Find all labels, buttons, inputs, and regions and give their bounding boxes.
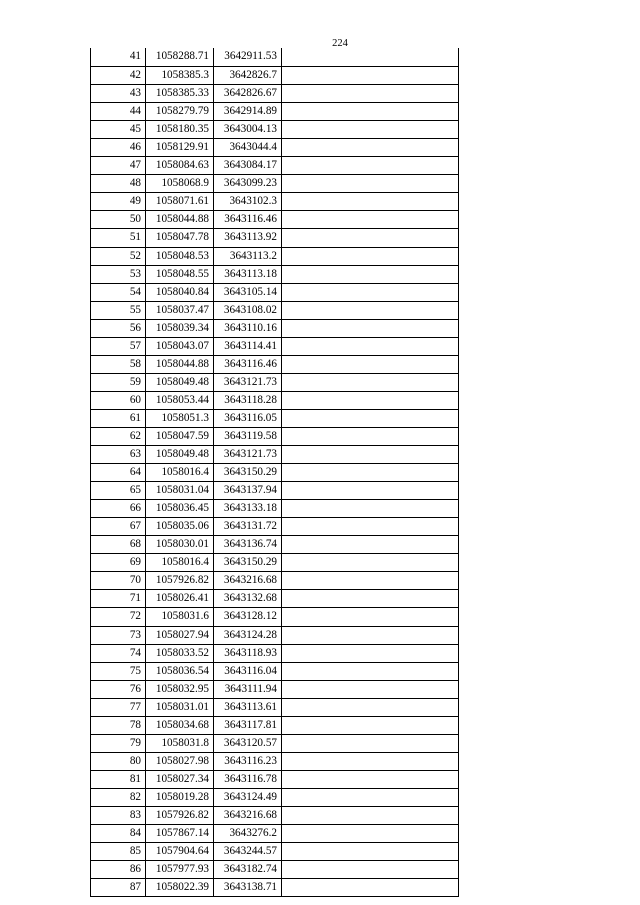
point-number-cell: 75 bbox=[91, 663, 146, 680]
point-number-cell: 55 bbox=[91, 302, 146, 319]
y-coordinate-cell: 3643116.05 bbox=[214, 410, 282, 427]
table-row bbox=[91, 535, 458, 553]
x-coordinate-cell: 1058048.53 bbox=[146, 248, 214, 265]
y-coordinate-cell: 3643124.49 bbox=[214, 789, 282, 806]
point-number-cell: 82 bbox=[91, 789, 146, 806]
table-row bbox=[91, 680, 458, 698]
x-coordinate-cell: 1058035.06 bbox=[146, 518, 214, 535]
empty-cell bbox=[282, 67, 458, 84]
table-row bbox=[91, 228, 458, 246]
y-coordinate-cell: 3643116.46 bbox=[214, 211, 282, 228]
empty-cell bbox=[282, 338, 458, 355]
point-number-cell: 59 bbox=[91, 374, 146, 391]
y-coordinate-cell: 3643137.94 bbox=[214, 482, 282, 499]
empty-cell bbox=[282, 861, 458, 878]
empty-cell bbox=[282, 103, 458, 120]
table-row bbox=[91, 752, 458, 770]
x-coordinate-cell: 1058084.63 bbox=[146, 157, 214, 174]
x-coordinate-cell: 1058031.04 bbox=[146, 482, 214, 499]
x-coordinate-cell: 1058071.61 bbox=[146, 193, 214, 210]
empty-cell bbox=[282, 518, 458, 535]
x-coordinate-cell: 1058019.28 bbox=[146, 789, 214, 806]
point-number-cell: 58 bbox=[91, 356, 146, 373]
x-coordinate-cell: 1058048.55 bbox=[146, 266, 214, 283]
empty-cell bbox=[282, 356, 458, 373]
point-number-cell: 51 bbox=[91, 229, 146, 246]
empty-cell bbox=[282, 753, 458, 770]
table-row bbox=[91, 878, 458, 896]
point-number-cell: 83 bbox=[91, 807, 146, 824]
table-row bbox=[91, 156, 458, 174]
empty-cell bbox=[282, 645, 458, 662]
y-coordinate-cell: 3643118.93 bbox=[214, 645, 282, 662]
table-row bbox=[91, 120, 458, 138]
x-coordinate-cell: 1058037.47 bbox=[146, 302, 214, 319]
table-row bbox=[91, 716, 458, 734]
x-coordinate-cell: 1058049.48 bbox=[146, 446, 214, 463]
y-coordinate-cell: 3642914.89 bbox=[214, 103, 282, 120]
x-coordinate-cell: 1058047.78 bbox=[146, 229, 214, 246]
point-number-cell: 68 bbox=[91, 536, 146, 553]
x-coordinate-cell: 1058036.54 bbox=[146, 663, 214, 680]
empty-cell bbox=[282, 807, 458, 824]
y-coordinate-cell: 3643113.2 bbox=[214, 248, 282, 265]
point-number-cell: 47 bbox=[91, 157, 146, 174]
x-coordinate-cell: 1058027.94 bbox=[146, 627, 214, 644]
point-number-cell: 62 bbox=[91, 428, 146, 445]
y-coordinate-cell: 3643117.81 bbox=[214, 717, 282, 734]
point-number-cell: 41 bbox=[91, 48, 146, 66]
empty-cell bbox=[282, 320, 458, 337]
point-number-cell: 78 bbox=[91, 717, 146, 734]
empty-cell bbox=[282, 590, 458, 607]
table-row bbox=[91, 138, 458, 156]
table-row bbox=[91, 463, 458, 481]
point-number-cell: 57 bbox=[91, 338, 146, 355]
y-coordinate-cell: 3643116.78 bbox=[214, 771, 282, 788]
point-number-cell: 73 bbox=[91, 627, 146, 644]
table-row bbox=[91, 770, 458, 788]
y-coordinate-cell: 3643124.28 bbox=[214, 627, 282, 644]
table-row bbox=[91, 192, 458, 210]
table-row bbox=[91, 210, 458, 228]
empty-cell bbox=[282, 717, 458, 734]
x-coordinate-cell: 1057926.82 bbox=[146, 807, 214, 824]
empty-cell bbox=[282, 663, 458, 680]
empty-cell bbox=[282, 157, 458, 174]
y-coordinate-cell: 3643128.12 bbox=[214, 608, 282, 625]
table-row bbox=[91, 337, 458, 355]
point-number-cell: 53 bbox=[91, 266, 146, 283]
point-number-cell: 61 bbox=[91, 410, 146, 427]
empty-cell bbox=[282, 48, 458, 66]
table-row bbox=[91, 373, 458, 391]
empty-cell bbox=[282, 735, 458, 752]
table-row bbox=[91, 102, 458, 120]
table-row bbox=[91, 662, 458, 680]
x-coordinate-cell: 1058016.4 bbox=[146, 464, 214, 481]
x-coordinate-cell: 1058022.39 bbox=[146, 879, 214, 896]
table-row bbox=[91, 247, 458, 265]
x-coordinate-cell: 1058033.52 bbox=[146, 645, 214, 662]
table-row bbox=[91, 481, 458, 499]
table-row bbox=[91, 265, 458, 283]
x-coordinate-cell: 1058385.33 bbox=[146, 85, 214, 102]
table-row bbox=[91, 409, 458, 427]
table-row bbox=[91, 174, 458, 192]
x-coordinate-cell: 1057977.93 bbox=[146, 861, 214, 878]
x-coordinate-cell: 1058031.6 bbox=[146, 608, 214, 625]
table-row bbox=[91, 301, 458, 319]
x-coordinate-cell: 1057926.82 bbox=[146, 572, 214, 589]
y-coordinate-cell: 3643099.23 bbox=[214, 175, 282, 192]
x-coordinate-cell: 1058180.35 bbox=[146, 121, 214, 138]
point-number-cell: 44 bbox=[91, 103, 146, 120]
empty-cell bbox=[282, 302, 458, 319]
point-number-cell: 81 bbox=[91, 771, 146, 788]
empty-cell bbox=[282, 193, 458, 210]
x-coordinate-cell: 1057904.64 bbox=[146, 843, 214, 860]
x-coordinate-cell: 1058044.88 bbox=[146, 356, 214, 373]
y-coordinate-cell: 3643113.18 bbox=[214, 266, 282, 283]
x-coordinate-cell: 1058027.98 bbox=[146, 753, 214, 770]
y-coordinate-cell: 3643150.29 bbox=[214, 554, 282, 571]
table-row bbox=[91, 571, 458, 589]
empty-cell bbox=[282, 211, 458, 228]
point-number-cell: 86 bbox=[91, 861, 146, 878]
empty-cell bbox=[282, 229, 458, 246]
x-coordinate-cell: 1058047.59 bbox=[146, 428, 214, 445]
point-number-cell: 70 bbox=[91, 572, 146, 589]
empty-cell bbox=[282, 139, 458, 156]
page-number: 224 bbox=[332, 38, 348, 49]
table-row bbox=[91, 589, 458, 607]
point-number-cell: 63 bbox=[91, 446, 146, 463]
point-number-cell: 56 bbox=[91, 320, 146, 337]
empty-cell bbox=[282, 627, 458, 644]
point-number-cell: 87 bbox=[91, 879, 146, 896]
table-row bbox=[91, 788, 458, 806]
y-coordinate-cell: 3643136.74 bbox=[214, 536, 282, 553]
y-coordinate-cell: 3643102.3 bbox=[214, 193, 282, 210]
point-number-cell: 79 bbox=[91, 735, 146, 752]
y-coordinate-cell: 3643113.61 bbox=[214, 699, 282, 716]
empty-cell bbox=[282, 410, 458, 427]
empty-cell bbox=[282, 266, 458, 283]
x-coordinate-cell: 1058032.95 bbox=[146, 681, 214, 698]
x-coordinate-cell: 1058031.01 bbox=[146, 699, 214, 716]
point-number-cell: 60 bbox=[91, 392, 146, 409]
point-number-cell: 69 bbox=[91, 554, 146, 571]
point-number-cell: 72 bbox=[91, 608, 146, 625]
x-coordinate-cell: 1058044.88 bbox=[146, 211, 214, 228]
point-number-cell: 65 bbox=[91, 482, 146, 499]
point-number-cell: 71 bbox=[91, 590, 146, 607]
y-coordinate-cell: 3643116.04 bbox=[214, 663, 282, 680]
y-coordinate-cell: 3643121.73 bbox=[214, 374, 282, 391]
point-number-cell: 76 bbox=[91, 681, 146, 698]
table-row bbox=[91, 517, 458, 535]
y-coordinate-cell: 3643119.58 bbox=[214, 428, 282, 445]
y-coordinate-cell: 3643120.57 bbox=[214, 735, 282, 752]
x-coordinate-cell: 1058279.79 bbox=[146, 103, 214, 120]
empty-cell bbox=[282, 284, 458, 301]
x-coordinate-cell: 1058026.41 bbox=[146, 590, 214, 607]
table-row bbox=[91, 553, 458, 571]
table-row bbox=[91, 445, 458, 463]
table-row bbox=[91, 806, 458, 824]
coordinate-table bbox=[90, 48, 459, 897]
y-coordinate-cell: 3643114.41 bbox=[214, 338, 282, 355]
table-row bbox=[91, 66, 458, 84]
x-coordinate-cell: 1058043.07 bbox=[146, 338, 214, 355]
empty-cell bbox=[282, 392, 458, 409]
x-coordinate-cell: 1058129.91 bbox=[146, 139, 214, 156]
empty-cell bbox=[282, 554, 458, 571]
x-coordinate-cell: 1058053.44 bbox=[146, 392, 214, 409]
point-number-cell: 54 bbox=[91, 284, 146, 301]
empty-cell bbox=[282, 464, 458, 481]
y-coordinate-cell: 3643105.14 bbox=[214, 284, 282, 301]
empty-cell bbox=[282, 608, 458, 625]
point-number-cell: 46 bbox=[91, 139, 146, 156]
point-number-cell: 77 bbox=[91, 699, 146, 716]
y-coordinate-cell: 3643131.72 bbox=[214, 518, 282, 535]
empty-cell bbox=[282, 825, 458, 842]
x-coordinate-cell: 1058051.3 bbox=[146, 410, 214, 427]
table-row bbox=[91, 626, 458, 644]
x-coordinate-cell: 1058049.48 bbox=[146, 374, 214, 391]
point-number-cell: 49 bbox=[91, 193, 146, 210]
table-row bbox=[91, 283, 458, 301]
y-coordinate-cell: 3643138.71 bbox=[214, 879, 282, 896]
empty-cell bbox=[282, 248, 458, 265]
empty-cell bbox=[282, 482, 458, 499]
point-number-cell: 84 bbox=[91, 825, 146, 842]
empty-cell bbox=[282, 771, 458, 788]
y-coordinate-cell: 3643116.46 bbox=[214, 356, 282, 373]
table-row bbox=[91, 607, 458, 625]
empty-cell bbox=[282, 374, 458, 391]
empty-cell bbox=[282, 500, 458, 517]
y-coordinate-cell: 3643084.17 bbox=[214, 157, 282, 174]
x-coordinate-cell: 1058030.01 bbox=[146, 536, 214, 553]
point-number-cell: 80 bbox=[91, 753, 146, 770]
table-row bbox=[91, 427, 458, 445]
table-row bbox=[91, 734, 458, 752]
empty-cell bbox=[282, 428, 458, 445]
table-row bbox=[91, 842, 458, 860]
y-coordinate-cell: 3643004.13 bbox=[214, 121, 282, 138]
y-coordinate-cell: 3643216.68 bbox=[214, 572, 282, 589]
point-number-cell: 85 bbox=[91, 843, 146, 860]
point-number-cell: 52 bbox=[91, 248, 146, 265]
empty-cell bbox=[282, 175, 458, 192]
x-coordinate-cell: 1058385.3 bbox=[146, 67, 214, 84]
y-coordinate-cell: 3642826.67 bbox=[214, 85, 282, 102]
point-number-cell: 48 bbox=[91, 175, 146, 192]
point-number-cell: 42 bbox=[91, 67, 146, 84]
x-coordinate-cell: 1058068.9 bbox=[146, 175, 214, 192]
y-coordinate-cell: 3643150.29 bbox=[214, 464, 282, 481]
y-coordinate-cell: 3643182.74 bbox=[214, 861, 282, 878]
y-coordinate-cell: 3643121.73 bbox=[214, 446, 282, 463]
x-coordinate-cell: 1058288.71 bbox=[146, 48, 214, 66]
empty-cell bbox=[282, 789, 458, 806]
empty-cell bbox=[282, 85, 458, 102]
table-row bbox=[91, 698, 458, 716]
point-number-cell: 64 bbox=[91, 464, 146, 481]
table-row bbox=[91, 355, 458, 373]
point-number-cell: 74 bbox=[91, 645, 146, 662]
y-coordinate-cell: 3643108.02 bbox=[214, 302, 282, 319]
y-coordinate-cell: 3642911.53 bbox=[214, 48, 282, 66]
y-coordinate-cell: 3643276.2 bbox=[214, 825, 282, 842]
point-number-cell: 50 bbox=[91, 211, 146, 228]
table-row bbox=[91, 824, 458, 842]
y-coordinate-cell: 3643044.4 bbox=[214, 139, 282, 156]
table-row bbox=[91, 860, 458, 878]
empty-cell bbox=[282, 681, 458, 698]
y-coordinate-cell: 3642826.7 bbox=[214, 67, 282, 84]
table-row bbox=[91, 84, 458, 102]
empty-cell bbox=[282, 536, 458, 553]
empty-cell bbox=[282, 699, 458, 716]
x-coordinate-cell: 1058036.45 bbox=[146, 500, 214, 517]
x-coordinate-cell: 1058027.34 bbox=[146, 771, 214, 788]
empty-cell bbox=[282, 843, 458, 860]
x-coordinate-cell: 1058039.34 bbox=[146, 320, 214, 337]
point-number-cell: 43 bbox=[91, 85, 146, 102]
table-row bbox=[91, 391, 458, 409]
y-coordinate-cell: 3643133.18 bbox=[214, 500, 282, 517]
x-coordinate-cell: 1058040.84 bbox=[146, 284, 214, 301]
point-number-cell: 66 bbox=[91, 500, 146, 517]
table-row bbox=[91, 319, 458, 337]
table-row bbox=[91, 499, 458, 517]
empty-cell bbox=[282, 446, 458, 463]
point-number-cell: 45 bbox=[91, 121, 146, 138]
y-coordinate-cell: 3643113.92 bbox=[214, 229, 282, 246]
y-coordinate-cell: 3643110.16 bbox=[214, 320, 282, 337]
x-coordinate-cell: 1058016.4 bbox=[146, 554, 214, 571]
x-coordinate-cell: 1058034.68 bbox=[146, 717, 214, 734]
y-coordinate-cell: 3643216.68 bbox=[214, 807, 282, 824]
table-row bbox=[91, 48, 458, 66]
y-coordinate-cell: 3643132.68 bbox=[214, 590, 282, 607]
empty-cell bbox=[282, 879, 458, 896]
empty-cell bbox=[282, 121, 458, 138]
table-row bbox=[91, 644, 458, 662]
y-coordinate-cell: 3643116.23 bbox=[214, 753, 282, 770]
x-coordinate-cell: 1057867.14 bbox=[146, 825, 214, 842]
empty-cell bbox=[282, 572, 458, 589]
y-coordinate-cell: 3643111.94 bbox=[214, 681, 282, 698]
point-number-cell: 67 bbox=[91, 518, 146, 535]
y-coordinate-cell: 3643244.57 bbox=[214, 843, 282, 860]
y-coordinate-cell: 3643118.28 bbox=[214, 392, 282, 409]
x-coordinate-cell: 1058031.8 bbox=[146, 735, 214, 752]
